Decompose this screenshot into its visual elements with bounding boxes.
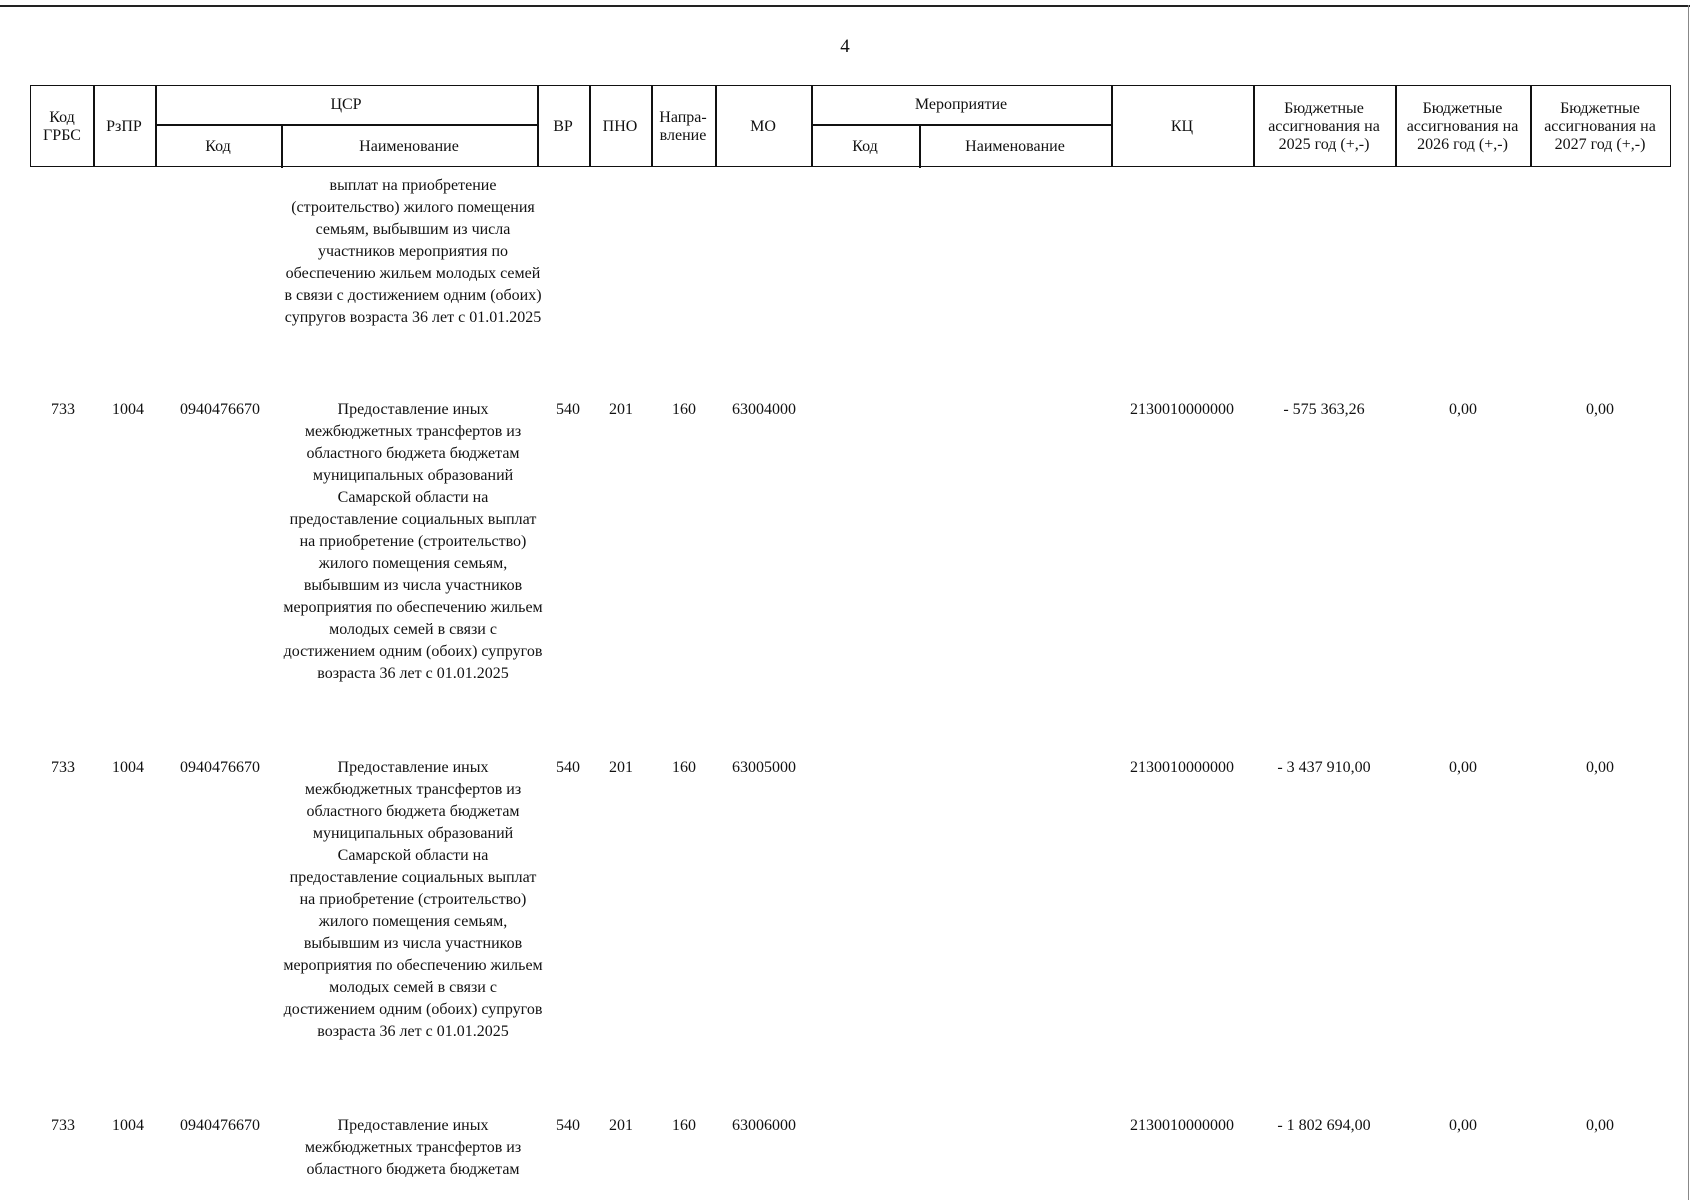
- cell-vr: 540: [556, 401, 580, 418]
- top-rule: [0, 5, 1690, 7]
- cell-name: Предоставление иных межбюджетных трансфертов из областного бюджета бюджетам муниципальных образований Самарской области на предоставление социальных выплат на приобретение (строительство) жилого помещения семьям, выбывшим из числа участников мероприятия по обеспечению жильем молодых семей в связи с достижением одним (обоих) супругов возраста 36 лет с 01.01.2025: [283, 759, 543, 1040]
- cell-csr-code: 0940476670: [180, 1117, 260, 1134]
- cell-rzpr: 1004: [112, 401, 144, 418]
- cell-kc: 2130010000000: [1130, 1117, 1234, 1134]
- cell-direction: 160: [672, 1117, 696, 1134]
- cell-direction: 160: [672, 759, 696, 776]
- page-number: 4: [840, 36, 850, 57]
- cell-budget-2027: 0,00: [1586, 1117, 1614, 1134]
- cell-vr: 540: [556, 759, 580, 776]
- cell-rzpr: 1004: [112, 1117, 144, 1134]
- cell-pno: 201: [609, 401, 633, 418]
- cell-pno: 201: [609, 1117, 633, 1134]
- cell-budget-2027: 0,00: [1586, 759, 1614, 776]
- header-csr-name: Наименование: [359, 138, 459, 155]
- cell-name: Предоставление иных межбюджетных трансфертов из областного бюджета бюджетам: [304, 1117, 522, 1178]
- header-vr: ВР: [553, 118, 573, 135]
- header-pno: ПНО: [602, 118, 638, 135]
- header-kc: КЦ: [1170, 118, 1194, 135]
- cell-grbs: 733: [51, 1117, 75, 1134]
- cell-kc: 2130010000000: [1130, 401, 1234, 418]
- cell-budget-2026: 0,00: [1449, 759, 1477, 776]
- right-rule: [1688, 5, 1689, 1200]
- header-csr-code: Код: [205, 138, 231, 155]
- cell-mo: 63005000: [732, 759, 796, 776]
- header-grbs: Код ГРБС: [43, 109, 81, 144]
- header-budget-2026: Бюджетные ассигнования на 2026 год (+,-): [1406, 100, 1519, 153]
- header-event-name: Наименование: [965, 138, 1065, 155]
- cell-mo: 63006000: [732, 1117, 796, 1134]
- cell-budget-2026: 0,00: [1449, 401, 1477, 418]
- cell-budget-2027: 0,00: [1586, 401, 1614, 418]
- cell-pno: 201: [609, 759, 633, 776]
- header-mo: МО: [750, 118, 776, 135]
- header-rzpr: РзПР: [106, 118, 142, 135]
- cell-budget-2025: - 3 437 910,00: [1277, 759, 1371, 776]
- table-header: [30, 85, 1671, 167]
- cell-grbs: 733: [51, 401, 75, 418]
- cell-mo: 63004000: [732, 401, 796, 418]
- cell-csr-code: 0940476670: [180, 759, 260, 776]
- header-event-code: Код: [852, 138, 878, 155]
- cell-rzpr: 1004: [112, 759, 144, 776]
- cell-name: выплат на приобретение (строительство) жилого помещения семьям, выбывшим из числа участников мероприятия по обеспечению жильем молодых семей в связи с достижением одним (обоих) супругов возраста 36 лет с 01.01.2025: [284, 177, 542, 326]
- header-budget-2027: Бюджетные ассигнования на 2027 год (+,-): [1544, 100, 1656, 153]
- cell-name: Предоставление иных межбюджетных трансфертов из областного бюджета бюджетам муниципальных образований Самарской области на предоставление социальных выплат на приобретение (строительство) жилого помещения семьям, выбывшим из числа участников мероприятия по обеспечению жильем молодых семей в связи с достижением одним (обоих) супругов возраста 36 лет с 01.01.2025: [283, 401, 543, 682]
- header-budget-2025: Бюджетные ассигнования на 2025 год (+,-): [1268, 100, 1380, 153]
- cell-budget-2025: - 1 802 694,00: [1277, 1117, 1371, 1134]
- cell-grbs: 733: [51, 759, 75, 776]
- header-event-group: Мероприятие: [914, 96, 1008, 113]
- cell-direction: 160: [672, 401, 696, 418]
- header-direction: Напра- вление: [659, 109, 707, 144]
- header-csr-group: ЦСР: [330, 96, 362, 113]
- cell-csr-code: 0940476670: [180, 401, 260, 418]
- cell-budget-2025: - 575 363,26: [1283, 401, 1365, 418]
- cell-budget-2026: 0,00: [1449, 1117, 1477, 1134]
- cell-vr: 540: [556, 1117, 580, 1134]
- cell-kc: 2130010000000: [1130, 759, 1234, 776]
